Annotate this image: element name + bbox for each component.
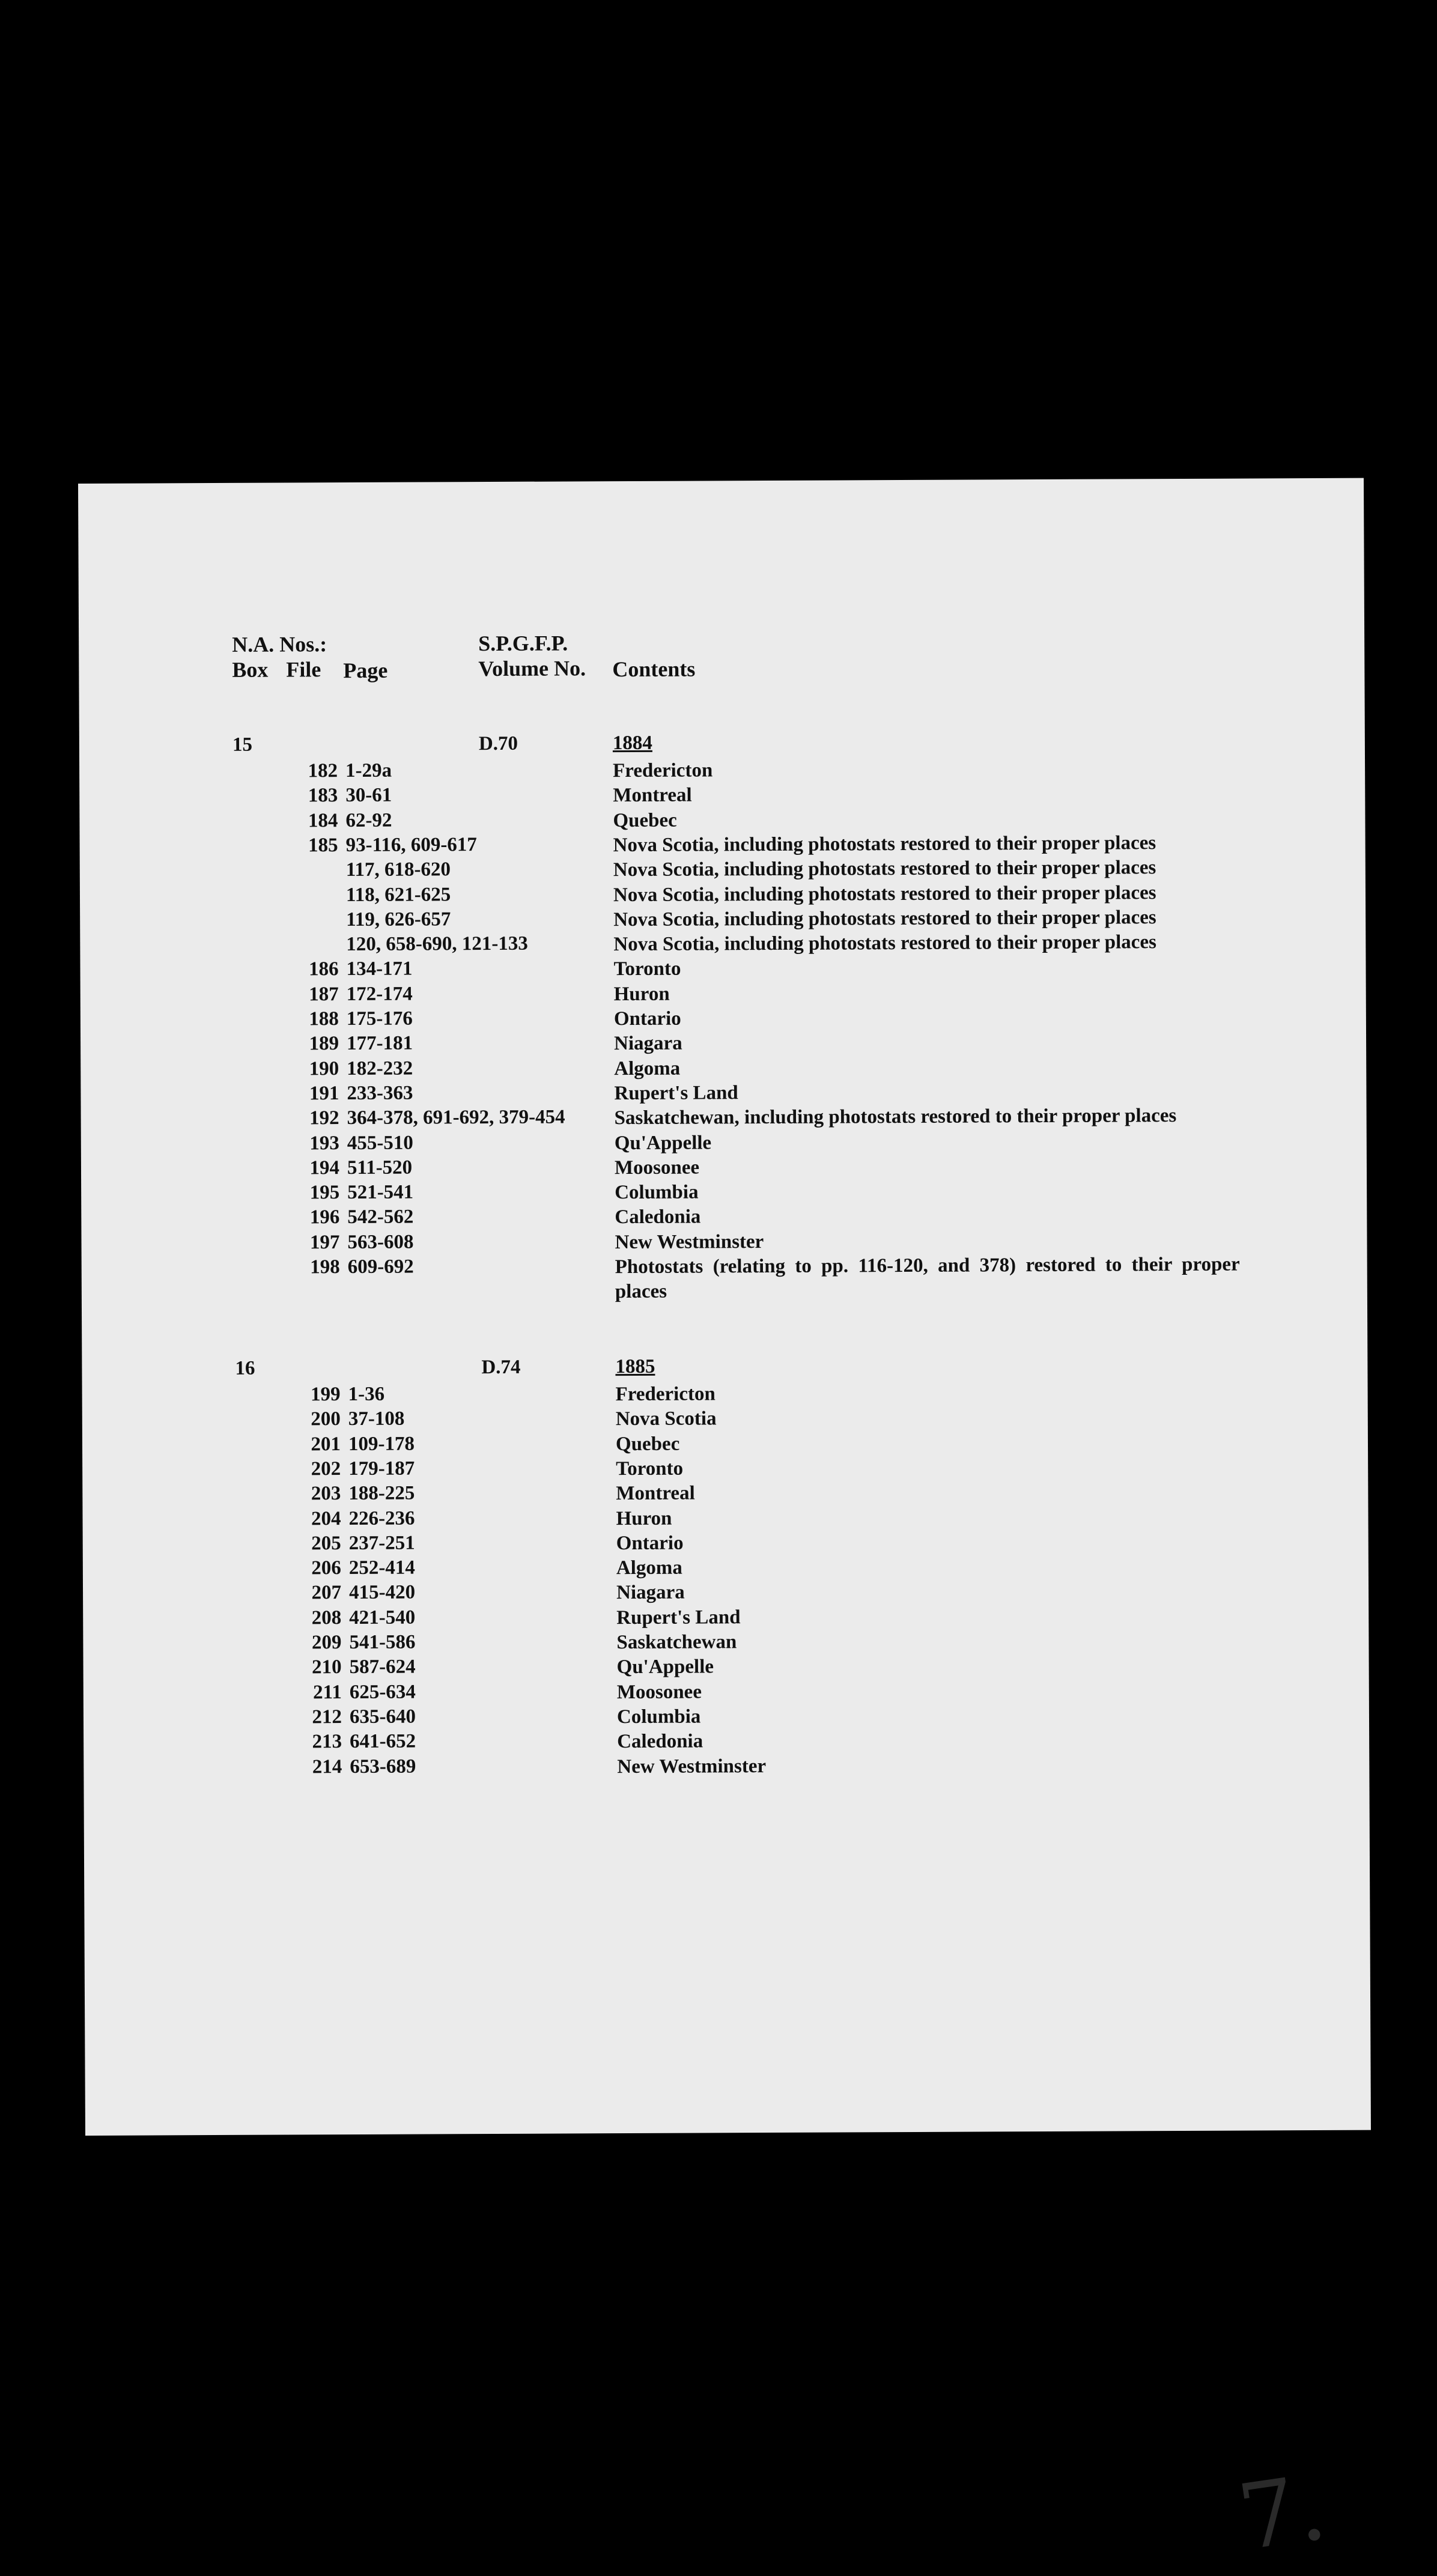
page-range: 641-652 xyxy=(350,1731,416,1753)
file-number: 199 xyxy=(287,1384,341,1406)
contents-entry: Algoma xyxy=(614,1054,1239,1081)
contents-entry: Saskatchewan xyxy=(616,1628,1241,1656)
page-range: 30-61 xyxy=(345,785,392,807)
header-volume-no: Volume No. xyxy=(478,655,586,681)
file-number: 207 xyxy=(287,1582,341,1604)
page-range: 172-174 xyxy=(347,983,413,1005)
file-number: 184 xyxy=(284,810,338,832)
contents-entry: Qu'Appelle xyxy=(617,1653,1242,1680)
file-number: 212 xyxy=(288,1706,342,1728)
page-range: 415-420 xyxy=(349,1582,415,1604)
file-number: 209 xyxy=(287,1632,341,1654)
page-range: 182-232 xyxy=(347,1057,413,1080)
contents-entry: Rupert's Land xyxy=(616,1603,1241,1630)
file-number: 188 xyxy=(285,1008,339,1030)
file-number: 202 xyxy=(287,1458,341,1480)
page-range: 237-251 xyxy=(349,1532,415,1554)
contents-entry: Huron xyxy=(616,1504,1241,1531)
page-range: 511-520 xyxy=(347,1156,412,1179)
volume-number: D.70 xyxy=(479,733,518,755)
header-spgfp: S.P.G.F.P. xyxy=(478,630,568,656)
contents-entry: Caledonia xyxy=(615,1203,1239,1230)
file-number: 194 xyxy=(285,1157,339,1179)
page-range: 93-116, 609-617 xyxy=(346,834,477,857)
file-number: 204 xyxy=(287,1508,341,1530)
page-range: 109-178 xyxy=(348,1433,415,1455)
file-number: 206 xyxy=(287,1557,341,1579)
file-number: 197 xyxy=(285,1232,339,1254)
page-range: 118, 621-625 xyxy=(346,884,451,907)
page-range: 37-108 xyxy=(348,1408,405,1430)
file-number: 205 xyxy=(287,1533,341,1555)
page-range: 188-225 xyxy=(348,1483,415,1505)
page-range: 563-608 xyxy=(347,1231,413,1253)
file-number: 196 xyxy=(285,1207,339,1229)
contents-entry: Ontario xyxy=(616,1528,1241,1556)
header-page: Page xyxy=(343,658,387,683)
contents-entry: Huron xyxy=(614,979,1239,1007)
year-heading: 1885 xyxy=(615,1356,655,1378)
page-range: 179-187 xyxy=(348,1457,415,1480)
page-range: 635-640 xyxy=(350,1706,416,1728)
contents-entry: Nova Scotia, including photostats restored to their proper places xyxy=(613,930,1238,958)
contents-entry: Quebec xyxy=(613,806,1238,833)
contents-entry: Quebec xyxy=(616,1429,1241,1457)
contents-entry: Nova Scotia xyxy=(616,1405,1241,1432)
page-range: 521-541 xyxy=(347,1182,413,1204)
contents-entry: Fredericton xyxy=(613,756,1238,784)
page-range: 542-562 xyxy=(347,1206,413,1229)
header-contents: Contents xyxy=(612,657,695,682)
file-number: 198 xyxy=(286,1256,340,1278)
contents-entry: New Westminster xyxy=(615,1227,1239,1255)
header-file: File xyxy=(286,657,321,682)
file-number: 213 xyxy=(288,1731,342,1753)
contents-entry: Algoma xyxy=(616,1554,1241,1581)
file-number: 200 xyxy=(287,1408,341,1430)
contents-entry: Qu'Appelle xyxy=(615,1128,1239,1156)
file-number: 193 xyxy=(285,1132,339,1155)
contents-entry: Saskatchewan, including photostats restored to their proper places xyxy=(615,1104,1239,1131)
page-range: 455-510 xyxy=(347,1132,413,1154)
file-number: 189 xyxy=(285,1033,339,1055)
contents-entry: New Westminster xyxy=(617,1752,1242,1779)
file-number: 210 xyxy=(288,1656,342,1678)
page-range: 1-29a xyxy=(345,760,392,782)
file-number: 185 xyxy=(284,834,338,857)
file-number: 183 xyxy=(284,785,338,807)
file-number: 190 xyxy=(285,1058,339,1080)
file-number: 203 xyxy=(287,1483,341,1505)
page-range: 587-624 xyxy=(350,1656,416,1678)
file-number: 201 xyxy=(287,1433,341,1456)
contents-entry: Toronto xyxy=(616,1454,1241,1481)
year-heading: 1884 xyxy=(613,732,652,755)
contents-entry: Montreal xyxy=(613,781,1238,809)
file-number: 214 xyxy=(288,1756,342,1778)
page-range: 175-176 xyxy=(347,1008,413,1030)
page-range: 541-586 xyxy=(349,1632,415,1654)
page-range: 421-540 xyxy=(349,1606,415,1629)
page-range: 117, 618-620 xyxy=(346,858,451,881)
listing-sections xyxy=(78,478,1364,484)
file-number: 195 xyxy=(285,1182,339,1204)
contents-entry: Columbia xyxy=(615,1178,1239,1206)
page-range: 226-236 xyxy=(348,1507,415,1530)
contents-entry: Nova Scotia, including photostats restored to their proper places xyxy=(613,830,1238,858)
file-number: 186 xyxy=(284,959,338,981)
page-range: 609-692 xyxy=(348,1256,414,1278)
contents-entry: Fredericton xyxy=(616,1380,1241,1408)
page-range: 120, 658-690, 121-133 xyxy=(346,933,528,956)
header-na-nos: N.A. Nos.: xyxy=(232,631,327,657)
page-range: 177-181 xyxy=(347,1033,413,1055)
contents-entry: Nova Scotia, including photostats restored to their proper places xyxy=(613,880,1238,908)
page-range: 119, 626-657 xyxy=(346,908,451,931)
contents-entry: Rupert's Land xyxy=(614,1078,1239,1106)
contents-entry: Moosonee xyxy=(615,1153,1239,1180)
contents-entry: Niagara xyxy=(616,1578,1241,1606)
contents-entry: Caledonia xyxy=(617,1727,1242,1755)
page-range: 625-634 xyxy=(350,1681,416,1703)
box-number: 15 xyxy=(232,734,252,756)
document-page xyxy=(78,478,1371,2136)
volume-number: D.74 xyxy=(481,1356,520,1379)
contents-entry: Montreal xyxy=(616,1479,1241,1507)
page-range: 1-36 xyxy=(348,1384,385,1406)
file-number: 211 xyxy=(288,1681,342,1704)
contents-entry: Nova Scotia, including photostats restored to their proper places xyxy=(613,905,1238,932)
page-range: 364-378, 691-692, 379-454 xyxy=(347,1107,565,1130)
page-range: 252-414 xyxy=(349,1557,415,1579)
contents-entry: Niagara xyxy=(614,1029,1239,1057)
page-range: 653-689 xyxy=(350,1755,416,1778)
file-number: 182 xyxy=(284,760,338,782)
page-range: 62-92 xyxy=(345,809,392,831)
contents-entry: Nova Scotia, including photostats restored to their proper places xyxy=(613,855,1238,883)
contents-entry: Columbia xyxy=(617,1702,1242,1730)
contents-entry: Ontario xyxy=(614,1004,1239,1032)
contents-entry: Toronto xyxy=(613,955,1238,982)
box-number: 16 xyxy=(235,1358,255,1380)
page-range: 134-171 xyxy=(346,958,412,980)
header-box: Box xyxy=(232,657,268,682)
page-range: 233-363 xyxy=(347,1082,413,1104)
handwritten-page-number: 7. xyxy=(1232,2455,1332,2571)
contents-entry: Photostats (relating to pp. 116-120, and 378) restored to their proper places xyxy=(615,1253,1240,1305)
file-number: 192 xyxy=(285,1107,339,1129)
file-number: 208 xyxy=(287,1607,341,1629)
file-number: 187 xyxy=(285,983,339,1006)
contents-entry: Moosonee xyxy=(617,1677,1242,1705)
file-number: 191 xyxy=(285,1083,339,1105)
